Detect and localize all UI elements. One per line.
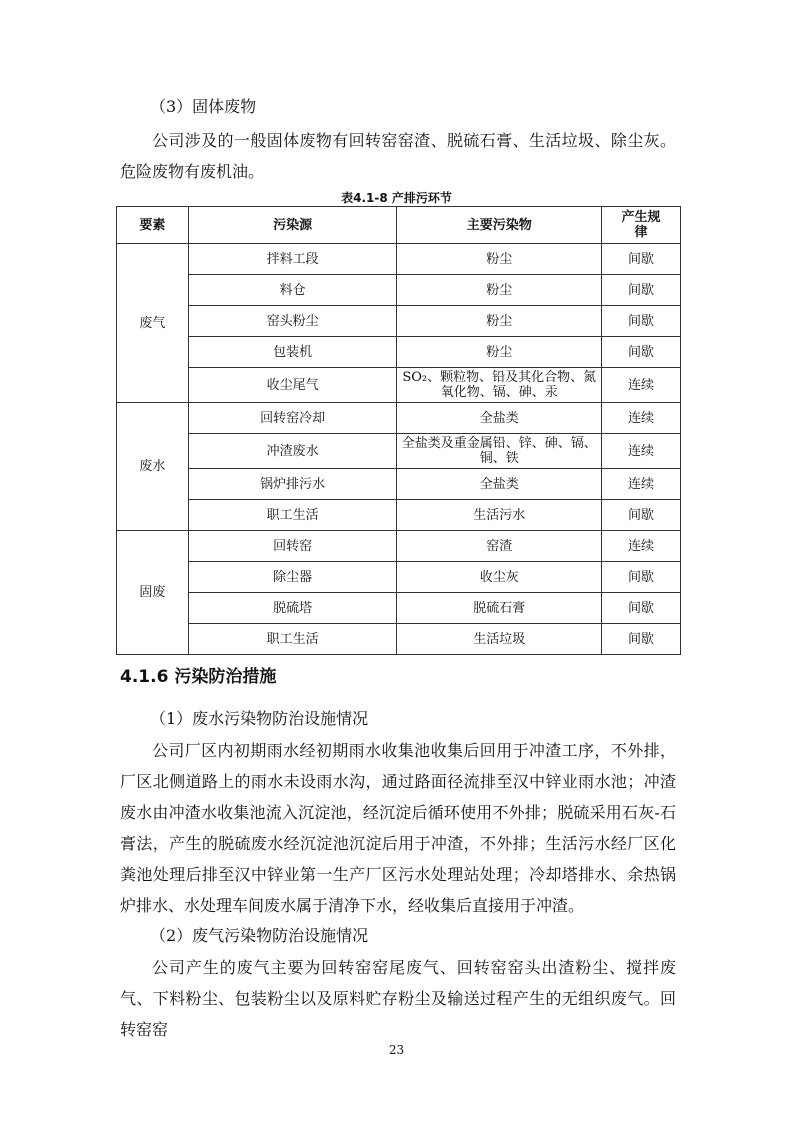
header-factor: 要素 bbox=[117, 207, 189, 244]
cell-source: 包装机 bbox=[188, 337, 397, 368]
cell-factor: 废气 bbox=[117, 244, 189, 403]
cell-pollutant: 收尘灰 bbox=[397, 562, 602, 593]
cell-source: 冲渣废水 bbox=[188, 434, 397, 469]
subsection-2-heading: （2）废气污染物防治设施情况 bbox=[150, 926, 369, 945]
cell-source: 锅炉排污水 bbox=[188, 469, 397, 500]
cell-pollutant: 粉尘 bbox=[397, 244, 602, 275]
cell-pattern: 间歇 bbox=[602, 306, 681, 337]
table-row bbox=[117, 275, 681, 306]
cell-source: 拌料工段 bbox=[188, 244, 397, 275]
cell-pattern: 间歇 bbox=[602, 244, 681, 275]
cell-pattern: 间歇 bbox=[602, 275, 681, 306]
subsection-1-heading: （1）废水污染物防治设施情况 bbox=[150, 709, 369, 728]
cell-pollutant: 全盐类 bbox=[397, 403, 602, 434]
cell-pattern: 间歇 bbox=[602, 500, 681, 531]
cell-pattern: 间歇 bbox=[602, 593, 681, 624]
cell-source: 除尘器 bbox=[188, 562, 397, 593]
cell-source: 脱硫塔 bbox=[188, 593, 397, 624]
cell-pollutant: 生活污水 bbox=[397, 500, 602, 531]
cell-pattern: 间歇 bbox=[602, 562, 681, 593]
cell-pattern: 连续 bbox=[602, 403, 681, 434]
subsection-2-paragraph: 公司产生的废气主要为回转窑窑尾废气、回转窑窑头出渣粉尘、搅拌废气、下料粉尘、包装粉尘以及原料贮存粉尘及输送过程产生的无组织废气。回转窑窑 bbox=[120, 958, 676, 1039]
header-source: 污染源 bbox=[188, 207, 397, 244]
section-3-paragraph: 公司涉及的一般固体废物有回转窑窑渣、脱硫石膏、生活垃圾、除尘灰。危险废物有废机油。 bbox=[120, 131, 676, 181]
table-row bbox=[117, 562, 681, 593]
table-row bbox=[117, 500, 681, 531]
table-row bbox=[117, 244, 681, 275]
table-row bbox=[117, 368, 681, 403]
cell-source: 回转窑冷却 bbox=[188, 403, 397, 434]
cell-source: 职工生活 bbox=[188, 624, 397, 655]
table-caption: 表4.1-8 产排污环节 bbox=[341, 191, 452, 205]
pollution-table bbox=[116, 206, 681, 655]
subsection-1-paragraph: 公司厂区内初期雨水经初期雨水收集池收集后回用于冲渣工序，不外排，厂区北侧道路上的雨水未设雨水沟，通过路面径流排至汉中锌业雨水池；冲渣废水由冲渣水收集池流入沉淀池，经沉淀后循环使用不外排；脱硫采用石灰-石膏法，产生的脱硫废水经沉淀池沉淀后用于冲渣，不外排；生活污水经厂区化粪池处理后排至汉中锌业第一生产厂区污水处理站处理；冷却塔排水、余热锅炉排水、水处理车间废水属于清净下水，经收集后直接用于冲渣。 bbox=[120, 741, 676, 915]
cell-pollutant: 全盐类 bbox=[397, 469, 602, 500]
cell-source: 窑头粉尘 bbox=[188, 306, 397, 337]
table-row bbox=[117, 403, 681, 434]
page-number: 23 bbox=[388, 1043, 405, 1057]
cell-source: 回转窑 bbox=[188, 531, 397, 562]
table-row bbox=[117, 337, 681, 368]
table-row bbox=[117, 531, 681, 562]
table-row bbox=[117, 469, 681, 500]
header-pattern: 产生规律 bbox=[602, 207, 681, 244]
cell-pattern: 间歇 bbox=[602, 337, 681, 368]
cell-pollutant: 窑渣 bbox=[397, 531, 602, 562]
cell-pollutant: 粉尘 bbox=[397, 337, 602, 368]
table-row bbox=[117, 624, 681, 655]
cell-pollutant: 粉尘 bbox=[397, 306, 602, 337]
table-header-row bbox=[117, 207, 681, 244]
cell-pattern: 间歇 bbox=[602, 624, 681, 655]
cell-factor: 废水 bbox=[117, 403, 189, 531]
cell-pollutant: 生活垃圾 bbox=[397, 624, 602, 655]
cell-source: 料仓 bbox=[188, 275, 397, 306]
table-row bbox=[117, 306, 681, 337]
table-row bbox=[117, 593, 681, 624]
section-3-heading: （3）固体废物 bbox=[150, 97, 257, 116]
table-row bbox=[117, 434, 681, 469]
cell-factor: 固废 bbox=[117, 531, 189, 655]
cell-pollutant: SO₂、颗粒物、铅及其化合物、氮氧化物、镉、砷、汞 bbox=[397, 368, 602, 403]
cell-pattern: 连续 bbox=[602, 469, 681, 500]
cell-pattern: 连续 bbox=[602, 434, 681, 469]
cell-pollutant: 粉尘 bbox=[397, 275, 602, 306]
header-pollutant: 主要污染物 bbox=[397, 207, 602, 244]
cell-pollutant: 全盐类及重金属铅、锌、砷、镉、铜、铁 bbox=[397, 434, 602, 469]
cell-pattern: 连续 bbox=[602, 368, 681, 403]
cell-source: 收尘尾气 bbox=[188, 368, 397, 403]
cell-pollutant: 脱硫石膏 bbox=[397, 593, 602, 624]
cell-pattern: 连续 bbox=[602, 531, 681, 562]
cell-source: 职工生活 bbox=[188, 500, 397, 531]
section-heading-4-1-6: 4.1.6 污染防治措施 bbox=[120, 667, 277, 687]
